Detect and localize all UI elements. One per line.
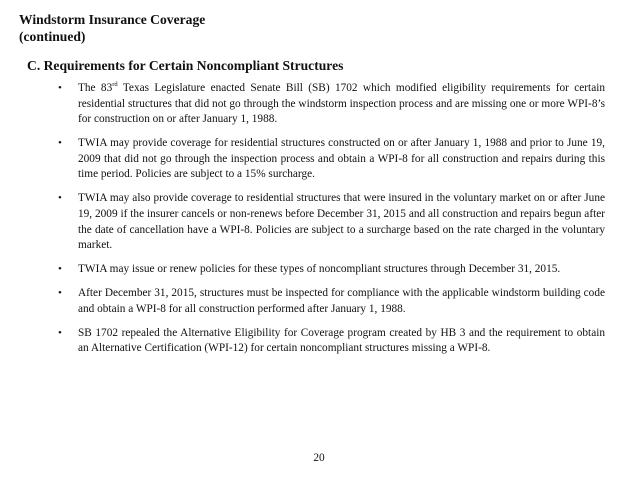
bullet-text-4: TWIA may issue or renew policies for these types of noncompliant structures through December 31, 2015. [78,263,561,276]
bullet-icon: • [58,263,62,276]
bullet-item-6 [58,326,605,357]
section-heading: C. Requirements for Certain Noncompliant Structures [27,58,344,73]
bullet-icon: • [58,287,62,300]
bullet-item-2 [58,136,605,183]
bullet-text-2: TWIA may provide coverage for residential structures constructed on or after January 1, 1988 and prior to June 19, 2009 that did not go through the inspection process and obtain a WPI-8 for all construction and repairs during this time period. Policies are subject to a 15% surcharge. [78,137,605,181]
bullet-item-5 [58,286,605,317]
bullet-item-1 [58,81,605,128]
page-number: 20 [313,452,325,464]
bullet-text-1-post: Texas Legislature enacted Senate Bill (SB) 1702 which modified eligibility requirements for certain residential structures that did not go through the windstorm inspection process and are missing one or more WPI-8’s for construction on or after January 1, 1988. [78,82,605,126]
bullet-list [58,81,605,365]
bullet-icon: • [58,137,62,150]
bullet-item-3 [58,191,605,253]
bullet-icon: • [58,326,62,339]
bullet-text-5: After December 31, 2015, structures must be inspected for compliance with the applicable windstorm building code and obtain a WPI-8 for all construction performed after January 1, 1988. [78,287,605,315]
bullet-icon: • [58,82,62,94]
bullet-text-3: TWIA may also provide coverage to residential structures that were insured in the voluntary market on or after June 19, 2009 if the insurer cancels or non-renews before December 31, 2015 and all construction and repairs begun after the date of cancellation have a WPI-8. Policies are subject to a surcharge based on the rate charged in the voluntary market. [78,192,605,252]
bullet-text-6: SB 1702 repealed the Alternative Eligibility for Coverage program created by HB 3 and the requirement to obtain an Alternative Certification (WPI-12) for certain noncompliant structures missing a WPI-8. [78,326,605,355]
bullet-text-1-pre: The 83 [78,82,113,94]
bullet-icon: • [58,192,62,205]
page-title-line2: (continued) [19,29,86,44]
bullet-item-4 [58,262,605,278]
bullet-text-1-sup: rd [112,81,118,88]
page-title [19,11,205,45]
page-title-line1: Windstorm Insurance Coverage [19,12,206,27]
